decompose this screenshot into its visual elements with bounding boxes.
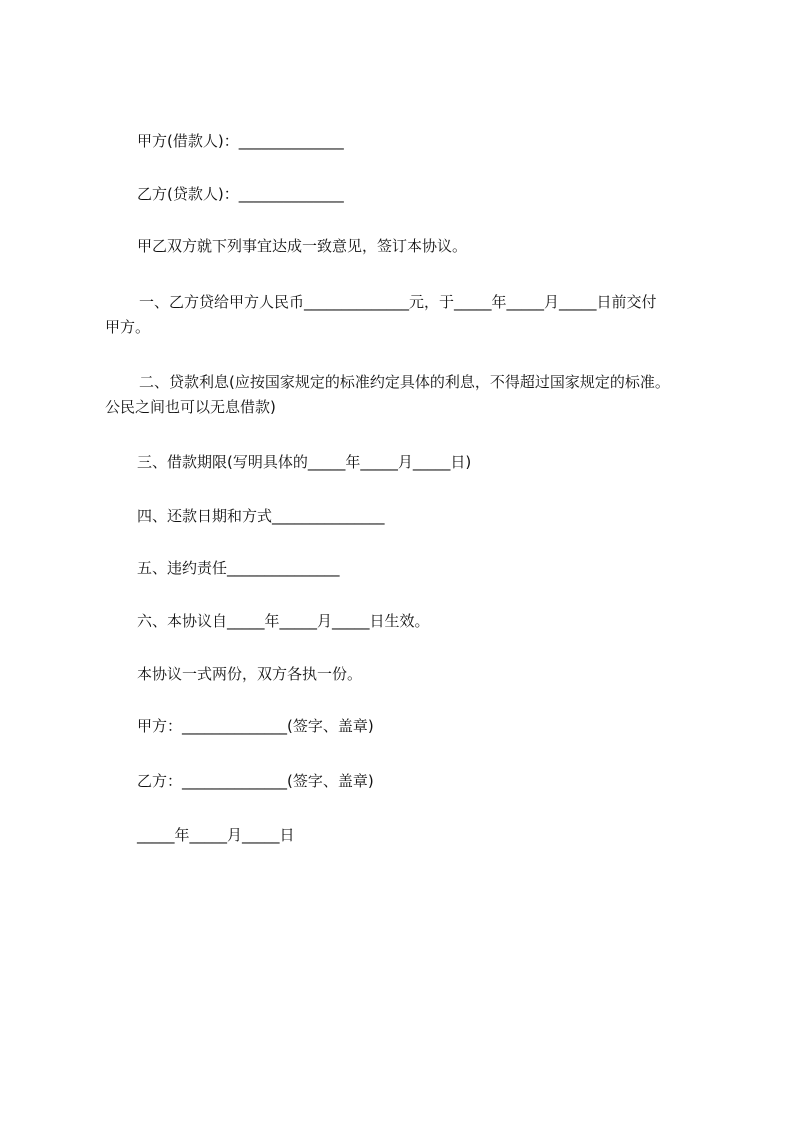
- clause-2-line-2: 公民之间也可以无息借款): [105, 398, 276, 416]
- party-b-line: 乙方(贷款人)：______________: [137, 185, 344, 203]
- clause-6: 六、本协议自_____年_____月_____日生效。: [137, 612, 430, 630]
- copies-statement: 本协议一式两份，双方各执一份。: [137, 665, 363, 683]
- clause-4: 四、还款日期和方式_______________: [137, 507, 385, 525]
- clause-1-line-1: 一、乙方贷给甲方人民币______________元，于_____年_____月_____日前交付: [139, 293, 657, 311]
- signature-party-b: 乙方：______________(签字、盖章): [137, 772, 374, 790]
- clause-5: 五、违约责任_______________: [137, 559, 340, 577]
- clause-3: 三、借款期限(写明具体的_____年_____月_____日): [137, 453, 472, 471]
- preamble: 甲乙双方就下列事宜达成一致意见，签订本协议。: [137, 237, 468, 255]
- clause-1-line-2: 甲方。: [105, 318, 151, 336]
- date-line: _____年_____月_____日: [137, 826, 295, 844]
- signature-party-a: 甲方：______________(签字、盖章): [137, 717, 374, 735]
- clause-2-line-1: 二、贷款利息(应按国家规定的标准约定具体的利息，不得超过国家规定的标准。: [139, 373, 670, 391]
- party-a-line: 甲方(借款人)：______________: [137, 132, 344, 150]
